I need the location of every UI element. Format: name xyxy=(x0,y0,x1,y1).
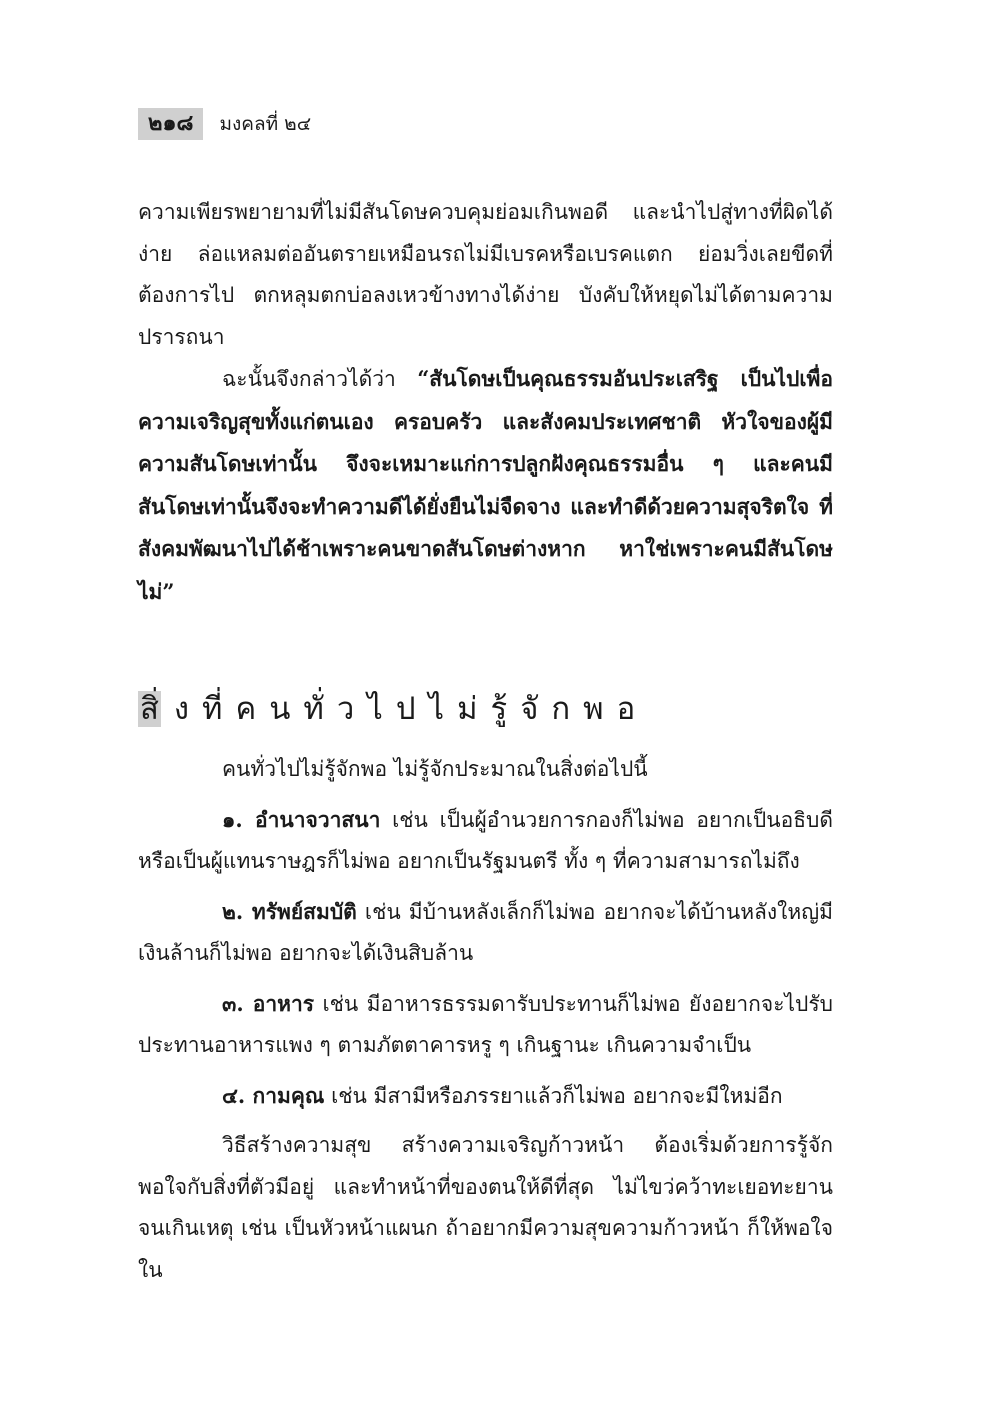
list-item-term: ๒. ทรัพย์สมบัติ xyxy=(222,898,357,924)
paragraph-closing: วิธีสร้างความสุข สร้างความเจริญก้าวหน้า ต้องเริ่มด้วยการรู้จักพอใจกับสิ่งที่ตัวมีอยู่ และทำหน้าที่ของตนให้ดีที่สุด ไม่ไขว่คว้าทะเยอทะยานจนเกินเหตุ เช่น เป็นหัวหน้าแผนก ถ้าอยากมีความสุขความก้าวหน้า ก็ให้พอใจใน xyxy=(138,1133,833,1282)
list-item-text: เช่น มีอาหารธรรมดารับประทานก็ไม่พอ ยังอยากจะไปรับประทานอาหารแพง ๆ ตามภัตตาคารหรู ๆ เกินฐานะ เกินความจำเป็น xyxy=(138,991,833,1057)
list-item-term: ๑. อำนาจวาสนา xyxy=(222,806,381,832)
paragraph-effort: ความเพียรพยายามที่ไม่มีสันโดษควบคุมย่อมเกินพอดี และนำไปสู่ทางที่ผิดได้ง่าย ล่อแหลมต่ออันตรายเหมือนรถไม่มีเบรคหรือเบรคแตก ย่อมวิ่งเลยขีดที่ต้องการไป ตกหลุมตกบ่อลงเหวข้างทางได้ง่าย บังคับให้หยุดไม่ได้ตามความปรารถนา xyxy=(138,200,833,349)
quote-lead: ฉะนั้นจึงกล่าวได้ว่า xyxy=(222,367,418,391)
list-item xyxy=(138,799,833,883)
list-item-text: เช่น มีสามีหรือภรรยาแล้วก็ไม่พอ อยากจะมีใหม่อีก xyxy=(324,1083,783,1108)
section-body xyxy=(138,749,833,1291)
list-item-text: เช่น มีบ้านหลังเล็กก็ไม่พอ อยากจะได้บ้านหลังใหญ่มีเงินล้านก็ไม่พอ อยากจะได้เงินสิบล้าน xyxy=(138,899,833,965)
paragraph-contentment-quote xyxy=(138,358,833,613)
list-item xyxy=(138,1075,833,1118)
section-heading xyxy=(138,684,648,734)
quote-text: “สันโดษเป็นคุณธรรมอันประเสริฐ เป็นไปเพื่อความเจริญสุขทั้งแก่ตนเอง ครอบครัว และสังคมประเทศชาติ หัวใจของผู้มีความสันโดษเท่านั้น จึงจะเหมาะแก่การปลูกฝังคุณธรรมอื่น ๆ และคนมีสันโดษเท่านั้นจึงจะทำความดีได้ยั่งยืนไม่จืดจาง และทำดีด้วยความสุจริตใจ ที่สังคมพัฒนาไปได้ช้าเพราะคนขาดสันโดษต่างหาก หาใช่เพราะคนมีสันโดษไม่” xyxy=(138,366,833,604)
list-item xyxy=(138,983,833,1067)
list-item-term: ๓. อาหาร xyxy=(222,990,315,1016)
page-header xyxy=(138,108,311,140)
body-text xyxy=(138,192,833,613)
section-heading-highlight: สิ่ xyxy=(140,691,159,727)
list-item xyxy=(138,891,833,975)
section-intro: คนทั่วไปไม่รู้จักพอ ไม่รู้จักประมาณในสิ่งต่อไปนี้ xyxy=(222,757,648,781)
page-number: ๒๑๘ xyxy=(138,108,203,140)
section-heading-rest: งที่คนทั่วไปไม่รู้จักพอ xyxy=(173,691,649,727)
running-title: มงคลที่ ๒๔ xyxy=(219,113,312,135)
list-item-text: เช่น เป็นผู้อำนวยการกองก็ไม่พอ อยากเป็นอธิบดีหรือเป็นผู้แทนราษฎรก็ไม่พอ อยากเป็นรัฐมนตรี ทั้ง ๆ ที่ความสามารถไม่ถึง xyxy=(138,807,833,873)
list-item-term: ๔. กามคุณ xyxy=(222,1082,325,1108)
